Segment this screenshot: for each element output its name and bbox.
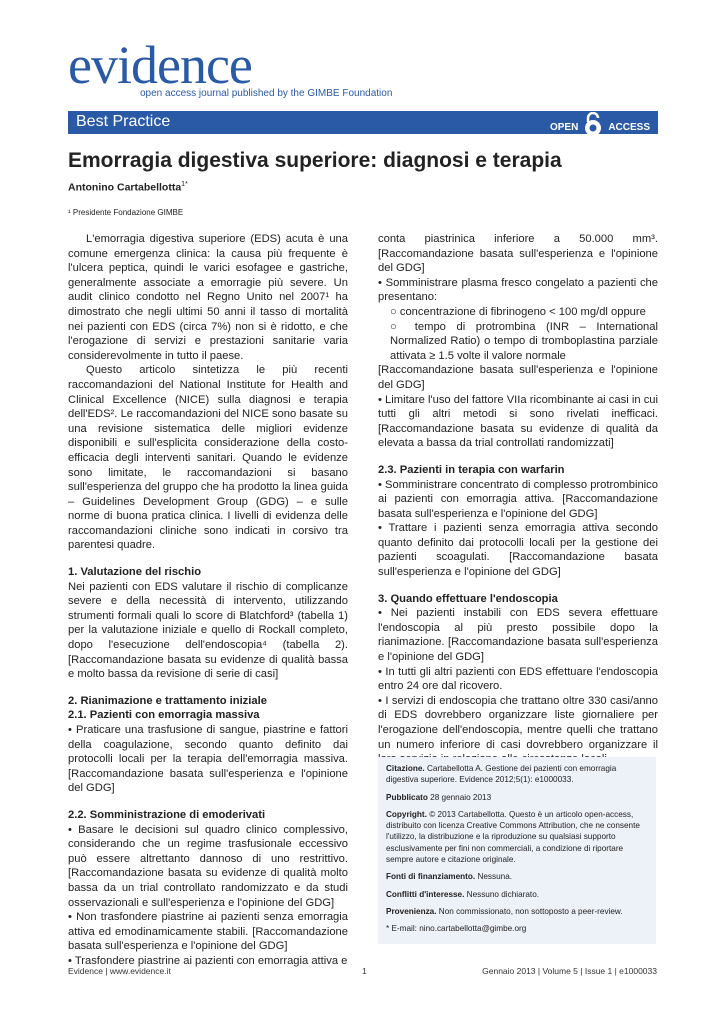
citation: Citazione. Cartabellotta A. Gestione dei pazienti con emorragia digestiva superiore. Evidence 2012;5(1): e1000033. — [386, 764, 617, 785]
access-label: ACCESS — [608, 121, 650, 133]
paragraph: [Raccomandazione basata sull'esperienza e l'opinione del GDG] — [378, 364, 658, 391]
section-heading: 1. Valutazione del rischio — [68, 566, 202, 579]
open-access-lock-icon — [582, 112, 604, 134]
subsection-heading: 2.2. Somministrazione di emoderivati — [68, 808, 266, 821]
bullet: • In tutti gli altri pazienti con EDS effettuare l'endoscopia entro 24 ore dal ricovero. — [378, 665, 658, 693]
affiliation: ¹ Presidente Fondazione GIMBE — [68, 208, 184, 217]
page-number: 1 — [362, 966, 367, 976]
funding: Fonti di finanziamento. Nessuna. — [386, 872, 513, 882]
paragraph: Questo articolo sintetizza le più recenti raccomandazioni del National Institute for Health and Clinical Excellence (NICE) sulla diagnosi e terapia dell'EDS². Le raccomandazioni del NICE sono basate su una revisione sistematica delle migliori evidenze disponibili e sull'esplicita considerazione della costo-efficacia degli interventi sanitari. Quando le evidenze sono limitate, le raccomandazioni si basano sull'esperienza del gruppo che ha prodotto la linea guida – Guidelines Development Group (GDG) – e sulle norme di buona pratica clinica. I livelli di evidenza delle raccomandazioni cliniche sono indicati in corsivo tra parentesi quadre. — [68, 364, 348, 552]
open-label: OPEN — [549, 121, 579, 133]
bullet: • I servizi di endoscopia che trattano oltre 330 casi/anno di EDS dovrebbero organizzare liste giornaliere per l'erogazione dell'endoscopia, mentre quelli che trattano un numero inferiore di casi dovrebbero organizzare il — [378, 694, 658, 751]
left-column — [68, 232, 348, 969]
footer-issue: Gennaio 2013 | Volume 5 | Issue 1 | e1000033 — [482, 966, 657, 976]
provenance: Provenienza. Non commissionato, non sottoposto a peer-review. — [386, 906, 623, 916]
bullet: • Basare le decisioni sul quadro clinico complessivo, considerando che un regime trasfusionale eccessivo può essere altrettanto dannoso di uno restrittivo. [Raccomandazione basata su evidenze di qualità molto bassa da un trial controllato randomizzato e da studi osservazionali e sull'esperienza e l'opinione del GDG] — [68, 823, 348, 909]
subsection-heading: 2.1. Pazienti con emorragia massiva — [68, 709, 260, 722]
bullet: • Limitare l'uso del fattore VIIa ricombinante ai casi in cui tutti gli altri metodi si sono rivelati inefficaci. [Raccomandazione basata su evidenze di qualità da elevata a bassa da trial controllati randomizzati] — [378, 393, 658, 450]
bullet: • Trattare i pazienti senza emorragia attiva secondo quanto definito dai protocolli locali per la gestione dei pazienti scoagulati. [Raccomandazione basata sull'esperienza e l'opinione del GDG] — [378, 522, 658, 579]
paragraph: conta piastrinica inferiore a 50.000 mm³. [Raccomandazione basata sull'esperienza e l'opinione del GDG] — [378, 233, 658, 275]
bullet: • Somministrare plasma fresco congelato a pazienti che presentano: — [378, 276, 658, 304]
article-title: Emorragia digestiva superiore: diagnosi e terapia — [68, 149, 562, 172]
article-info-box — [378, 757, 656, 944]
section-label: Best Practice — [76, 113, 171, 130]
copyright: Copyright. © 2013 Cartabellotta. Questo è un articolo open-access, distribuito con licenza Creative Commons Attribution, che ne consente l'utilizzo, la distribuzione e la riproduzione su qualsiasi supporto esclusivamente per fini non commerciali, a condizione di riportare sempre autore e citazione originale. — [386, 809, 640, 865]
bullet: • Non trasfondere piastrine ai pazienti senza emorragia attiva ed emodinamicamente stabili. [Raccomandazione basata sull'esperienza e l'opinione del GDG] — [68, 911, 348, 953]
author: Antonino Cartabellotta$^{1*}$ — [68, 181, 188, 194]
sub-bullet: ○ tempo di protrombina (INR – International Normalized Ratio) o tempo di tromboplastina parziale attivata ≥ 1.5 volte il valore normale — [390, 320, 658, 362]
paragraph: Nei pazienti con EDS valutare il rischio di complicanze severe e della necessità di intervento, utilizzando strumenti formali quali lo score di Blatchford³ (tabella 1) per la valutazione iniziale e quello di Rockall completo, dopo l'esecuzione dell'endoscopia⁴ (tabella 2). [Raccomandazione basata su evidenze di qualità bassa e molto bassa da revisione di serie di casi] — [68, 580, 348, 681]
footer-journal: Evidence | www.evidence.it — [68, 966, 171, 976]
intro-paragraph: L'emorragia digestiva superiore (EDS) acuta è una comune emergenza clinica: la causa più frequente è l'ulcera peptica, quindi le varici esofagee e gastriche, generalmente associate a emorragie più severe. Un audit clinico condotto nel Regno Unito nel 2007¹ ha dimostrato che negli ultimi 50 anni il tasso di mortalità nei pazienti con EDS (circa 7%) non si è ridotto, e che l'erogazione di servizi e prestazioni sanitarie varia considerevolmente in tutto il paese. — [68, 233, 348, 362]
open-access-badge — [550, 116, 650, 138]
conflicts: Conflitti d'interesse. Nessuno dichiarato. — [386, 889, 540, 899]
section-heading: 3. Quando effettuare l'endoscopia — [378, 592, 558, 605]
section-bar — [68, 111, 658, 134]
sub-bullet: ○ concentrazione di fibrinogeno < 100 mg/dl oppure — [390, 305, 646, 318]
bullet: • Nei pazienti instabili con EDS severa effettuare l'endoscopia al più presto possibile dopo la rianimazione. [Raccomandazione basata sull'esperienza e l'opinione del GDG] — [378, 607, 658, 664]
email: * E-mail: nino.cartabellotta@gimbe.org — [386, 924, 527, 934]
bullet: • Praticare una trasfusione di sangue, piastrine e fattori della coagulazione, secondo quanto definito dai protocolli locali per la terapia dell'emorragia massiva. [Raccomandazione basata sull'esperienza e l'opinione del GDG] — [68, 724, 348, 795]
published: Pubblicato 28 gennaio 2013 — [386, 792, 492, 802]
bullet: • Trasfondere piastrine ai pazienti con emorragia attiva e — [68, 954, 348, 967]
bullet: • Somministrare concentrato di complesso protrombinico ai pazienti con emorragia attiva. [Raccomandazione basata sull'esperienza e l'opinione del GDG] — [378, 478, 658, 520]
subsection-heading: 2.3. Pazienti in terapia con warfarin — [378, 463, 565, 476]
right-column — [378, 232, 658, 767]
section-heading: 2. Rianimazione e trattamento iniziale — [68, 694, 267, 707]
journal-logo: evidence — [68, 35, 252, 95]
journal-tagline: open access journal published by the GIMBE Foundation — [140, 88, 393, 99]
